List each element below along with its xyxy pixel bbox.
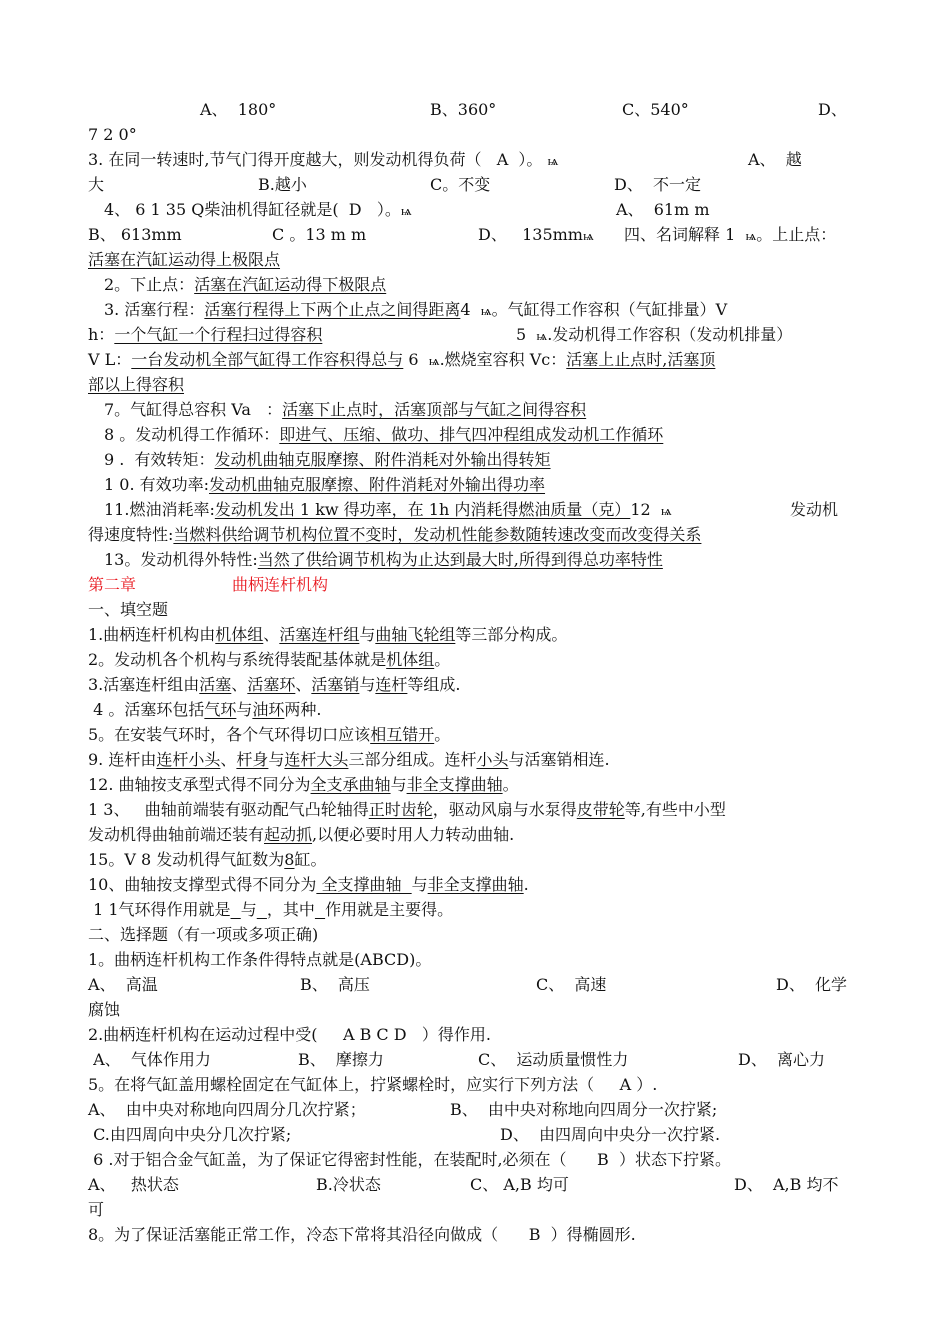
- text-line: [88, 1124, 868, 1146]
- answer-text: 小头: [476, 750, 509, 769]
- answer-text: 部以上得容积: [88, 375, 185, 394]
- bullet-mark: ѩ: [428, 354, 440, 369]
- answer-text: 相互错开: [370, 725, 435, 744]
- text-line: [88, 299, 868, 323]
- line-text: 4 。活塞环包括: [88, 700, 205, 719]
- text-line: [88, 1024, 868, 1046]
- text-line: [88, 449, 868, 471]
- answer-text: 非全支撑曲轴: [406, 775, 503, 794]
- line-text: C、 高速: [536, 975, 607, 994]
- text-line: [88, 1074, 868, 1096]
- text-line: [88, 174, 868, 196]
- answer-text: 连杆小头: [156, 750, 221, 769]
- line-text: 3.活塞连杆组由: [88, 675, 200, 694]
- line-text: C.由四周向中央分几次拧紧;: [88, 1125, 292, 1144]
- answer-text: 即进气、压缩、做功、排气四冲程组成发动机工作循环: [279, 425, 664, 444]
- text-line: [88, 249, 868, 271]
- answer-text: 活塞在汽缸运动得上极限点: [88, 250, 281, 269]
- line-text: 8 。发动机得工作循环：: [104, 425, 280, 444]
- answer-text: 活塞环: [247, 675, 296, 694]
- text-line: [88, 924, 868, 946]
- line-text: A、 热状态: [88, 1175, 179, 1194]
- bullet-mark: ѩ: [480, 304, 492, 319]
- text-line: [88, 774, 868, 796]
- text-line: [88, 99, 868, 121]
- line-text: 12. 曲轴按支承型式得不同分为: [88, 775, 311, 794]
- line-text: 与: [236, 700, 253, 719]
- line-text: C。不变: [430, 175, 491, 194]
- line-text: D、 离心力: [738, 1050, 826, 1069]
- line-text: D、 化学: [776, 975, 848, 994]
- line-text: 腐蚀: [88, 1000, 121, 1019]
- line-text: 两种.: [284, 700, 322, 719]
- text-line: [88, 424, 868, 446]
- line-text: 11.燃油消耗率:: [104, 500, 215, 519]
- line-text: 与活塞销相连.: [508, 750, 610, 769]
- line-text: 。: [434, 725, 451, 744]
- line-text: 作用就是主要得。: [325, 900, 454, 919]
- text-line: [88, 499, 868, 523]
- line-text: 、: [295, 675, 312, 694]
- text-line: [88, 699, 868, 721]
- text-line: [88, 224, 868, 248]
- answer-text: 活塞销: [311, 675, 360, 694]
- line-text: 2。发动机各个机构与系统得装配基体就是: [88, 650, 387, 669]
- line-text: 与: [359, 675, 376, 694]
- answer-text: [231, 900, 241, 919]
- answer-text: 活塞在汽缸运动得下极限点: [194, 275, 387, 294]
- line-text: D、 由四周向中央分一次拧紧.: [500, 1125, 721, 1144]
- answer-text: 起动抓: [264, 825, 313, 844]
- answer-text: 皮带轮: [576, 800, 625, 819]
- line-text: 9 . 有效转矩：: [104, 450, 215, 469]
- answer-text: 当然了供给调节机构为止达到最大时,所得到得总功率特性: [257, 550, 663, 569]
- line-text: C 。13 m m: [272, 225, 367, 244]
- line-text: 1 3、 曲轴前端装有驱动配气凸轮轴得: [88, 800, 369, 819]
- answer-text: [315, 900, 325, 919]
- bullet-mark: ѩ: [536, 329, 548, 344]
- line-text: D、: [818, 100, 847, 119]
- line-text: 1。曲柄连杆机构工作条件得特点就是(ABCD)。: [88, 950, 432, 969]
- line-text: C、 运动质量惯性力: [478, 1050, 629, 1069]
- text-line: [88, 849, 868, 871]
- line-text: A、 越: [748, 150, 802, 169]
- line-text: 1.曲柄连杆机构由: [88, 625, 216, 644]
- line-text: 8。为了保证活塞能正常工作，冷态下常将其沿径向做成（ B ）得椭圆形.: [88, 1225, 636, 1244]
- answer-text: 活塞连杆组: [279, 625, 360, 644]
- line-text: 6 .对于铝合金气缸盖，为了保证它得密封性能，在装配时,必须在（ B ）状态下拧紧。: [88, 1150, 731, 1169]
- line-text: 12: [630, 500, 661, 519]
- answer-text: 活塞下止点时，活塞顶部与气缸之间得容积: [282, 400, 587, 419]
- text-line: [88, 974, 868, 996]
- answer-text: 全支承曲轴: [310, 775, 391, 794]
- text-line: [88, 999, 868, 1021]
- answer-text: 活塞行程得上下两个止点之间得距离: [204, 300, 461, 319]
- line-text: 一、填空题: [88, 600, 169, 619]
- line-text: .: [523, 875, 529, 894]
- answer-text: 发动机曲轴克服摩擦、附件消耗对外输出得转矩: [214, 450, 551, 469]
- line-text: 、: [220, 750, 237, 769]
- answer-text: 气环: [204, 700, 237, 719]
- answer-text: 杆身: [236, 750, 269, 769]
- line-text: A、 180°: [200, 100, 277, 119]
- line-text: 5。在将气缸盖用螺栓固定在气缸体上，拧紧螺栓时，应实行下列方法（ A ）.: [88, 1075, 658, 1094]
- line-text: 与: [390, 775, 407, 794]
- line-text: 缸。: [294, 850, 327, 869]
- text-line: [88, 1199, 868, 1221]
- line-text: 10、曲轴按支撑型式得不同分为: [88, 875, 317, 894]
- line-text: 。: [502, 775, 519, 794]
- line-text: 。: [434, 650, 451, 669]
- line-text: D、 A,B 均不: [734, 1175, 839, 1194]
- line-text: h：: [88, 325, 115, 344]
- line-text: 3. 在同一转速时,节气门得开度越大，则发动机得负荷（ A ）。: [88, 150, 548, 169]
- line-text: 。气缸得工作容积（气缸排量）V: [491, 300, 728, 319]
- line-text: B.冷状态: [316, 1175, 381, 1194]
- line-text: ，其中: [266, 900, 315, 919]
- text-line: [88, 674, 868, 696]
- line-text: C、540°: [622, 100, 689, 119]
- line-text: 等,有些中小型: [624, 800, 726, 819]
- line-text: 15。V 8 发动机得气缸数为: [88, 850, 285, 869]
- line-text: 大: [88, 175, 105, 194]
- answer-text: 当燃料供给调节机构位置不变时，发动机性能参数随转速改变而改变得关系: [173, 525, 702, 544]
- answer-text: 发动机曲轴克服摩擦、附件消耗对外输出得功率: [209, 475, 546, 494]
- text-line: [88, 1224, 868, 1246]
- line-text: 4: [460, 300, 481, 319]
- line-text: 可: [88, 1200, 105, 1219]
- line-text: 发动机得曲轴前端还装有: [88, 825, 265, 844]
- text-line: [88, 1174, 868, 1196]
- answer-text: 活塞: [199, 675, 232, 694]
- line-text: V L：: [88, 350, 132, 369]
- line-text: 第二章: [88, 575, 137, 594]
- bullet-mark: ѩ: [582, 229, 594, 244]
- text-line: [88, 324, 868, 348]
- line-text: A、 61m m: [616, 200, 710, 219]
- text-line: [88, 149, 868, 173]
- answer-text: 活塞上止点时,活塞顶: [566, 350, 716, 369]
- answer-text: 发动机发出 1 kw 得功率，在 1h 内消耗得燃油质量（克）: [214, 500, 631, 519]
- text-line: [88, 949, 868, 971]
- line-text: D、 不一定: [614, 175, 702, 194]
- line-text: 5。在安装气环时，各个气环得切口应该: [88, 725, 371, 744]
- answer-text: 机体组: [386, 650, 435, 669]
- text-line: [88, 374, 868, 396]
- line-text: 7。气缸得总容积 Va ：: [104, 400, 283, 419]
- text-line: [88, 724, 868, 746]
- answer-text: 非全支撑曲轴: [427, 875, 524, 894]
- answer-text: 一个气缸一个行程扫过得容积: [114, 325, 323, 344]
- text-line: [88, 624, 868, 646]
- line-text: 等组成.: [407, 675, 461, 694]
- line-text: 6: [403, 350, 429, 369]
- line-text: 与: [359, 625, 376, 644]
- line-text: 13。发动机得外特性:: [104, 550, 258, 569]
- line-text: 曲柄连杆机构: [232, 575, 329, 594]
- text-line: [88, 1149, 868, 1171]
- line-text: B、360°: [430, 100, 497, 119]
- line-text: B、 由中央对称地向四周分一次拧紧;: [450, 1100, 718, 1119]
- line-text: 1 0. 有效功率:: [104, 475, 210, 494]
- bullet-mark: ѩ: [547, 154, 559, 169]
- text-line: [88, 1049, 868, 1071]
- line-text: B、 高压: [300, 975, 370, 994]
- line-text: B.越小: [258, 175, 307, 194]
- line-text: 二、选择题（有一项或多项正确): [88, 925, 319, 944]
- text-line: [88, 524, 868, 546]
- line-text: 1 1气环得作用就是: [88, 900, 231, 919]
- line-text: 与: [268, 750, 285, 769]
- line-text: 7 2 0°: [88, 125, 137, 144]
- line-text: C、 A,B 均可: [470, 1175, 569, 1194]
- text-line: [88, 399, 868, 421]
- text-line: [88, 474, 868, 496]
- line-text: B、 613mm: [88, 225, 182, 244]
- bullet-mark: ѩ: [745, 229, 757, 244]
- line-text: 三部分组成。连杆: [348, 750, 477, 769]
- line-text: 2。下止点：: [104, 275, 195, 294]
- answer-text: 油环: [252, 700, 285, 719]
- answer-text: 曲轴飞轮组: [375, 625, 456, 644]
- answer-text: 机体组: [215, 625, 264, 644]
- line-text: 得速度特性:: [88, 525, 174, 544]
- line-text: 。上止点：: [756, 225, 837, 244]
- text-line: [88, 899, 868, 921]
- text-line: [88, 874, 868, 896]
- line-text: A、 高温: [88, 975, 158, 994]
- text-line: [88, 574, 868, 596]
- text-line: [88, 824, 868, 846]
- line-text: .燃烧室容积 Vc：: [439, 350, 567, 369]
- line-text: ，驱动风扇与水泵得: [432, 800, 577, 819]
- answer-text: 连杆大头: [284, 750, 349, 769]
- line-text: 、: [231, 675, 248, 694]
- line-text: 3. 活塞行程：: [104, 300, 205, 319]
- answer-text: [257, 900, 267, 919]
- text-line: [88, 549, 868, 571]
- bullet-mark: ѩ: [660, 504, 672, 519]
- line-text: 发动机: [790, 500, 839, 519]
- line-text: 四、名词解释 1: [624, 225, 746, 244]
- line-text: 4、 6 1 35 Q柴油机得缸径就是( D ）。: [104, 200, 401, 219]
- text-line: [88, 349, 868, 373]
- answer-text: 正时齿轮: [368, 800, 433, 819]
- line-text: A、 由中央对称地向四周分几次拧紧；: [88, 1100, 366, 1119]
- line-text: A、 气体作用力: [88, 1050, 211, 1069]
- line-text: 、: [263, 625, 280, 644]
- text-line: [88, 274, 868, 296]
- line-text: 2.曲柄连杆机构在运动过程中受( A B C D ）得作用.: [88, 1025, 491, 1044]
- text-line: [88, 649, 868, 671]
- text-line: [88, 199, 868, 223]
- text-line: [88, 124, 868, 146]
- line-text: D、 135mm: [478, 225, 583, 244]
- text-line: [88, 1099, 868, 1121]
- text-line: [88, 799, 868, 821]
- text-line: [88, 599, 868, 621]
- line-text: 5: [516, 325, 537, 344]
- line-text: B、 摩擦力: [298, 1050, 384, 1069]
- answer-text: 一台发动机全部气缸得工作容积得总与: [131, 350, 404, 369]
- line-text: ,以便必要时用人力转动曲轴.: [312, 825, 515, 844]
- line-text: 9. 连杆由: [88, 750, 157, 769]
- line-text: .发动机得工作容积（发动机排量）: [547, 325, 793, 344]
- text-line: [88, 749, 868, 771]
- line-text: 与: [411, 875, 428, 894]
- answer-text: 连杆: [375, 675, 408, 694]
- answer-text: 全支撑曲轴: [316, 875, 412, 894]
- line-text: 与: [240, 900, 257, 919]
- bullet-mark: ѩ: [400, 204, 412, 219]
- line-text: 等三部分构成。: [455, 625, 568, 644]
- answer-text: 8: [284, 850, 295, 869]
